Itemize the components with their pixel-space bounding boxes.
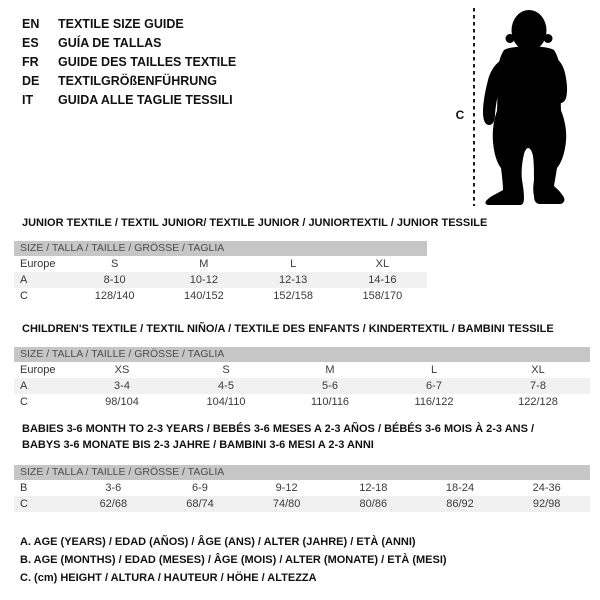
cell-value: 122/128: [518, 396, 558, 408]
cell-value: 80/86: [359, 498, 388, 510]
table-title-line: JUNIOR TEXTILE / TEXTIL JUNIOR/ TEXTILE JUNIOR / JUNIORTEXTIL / JUNIOR TESSILE: [22, 217, 488, 229]
cell-value: 86/92: [446, 498, 474, 510]
cell-value: 110/116: [310, 396, 350, 408]
cell-value: 12-18: [359, 482, 388, 494]
language-row: [22, 34, 236, 53]
table-row: [14, 288, 427, 304]
table-row: [14, 480, 590, 496]
cell-value: 6-9: [192, 482, 208, 494]
row-label: B: [20, 482, 28, 494]
table-rows: [14, 480, 590, 512]
language-list: [22, 15, 236, 110]
language-code: IT: [22, 93, 34, 107]
cell-value: 128/140: [94, 290, 135, 302]
row-label: C: [20, 396, 28, 408]
language-code: DE: [22, 74, 40, 88]
cell-value: 3-4: [114, 380, 130, 392]
cell-value: XL: [531, 364, 545, 376]
cell-value: L: [290, 258, 297, 270]
note-line: B. AGE (MONTHS) / EDAD (MESES) / ÂGE (MOIS) / ALTER (MONATE) / ETÀ (MESI): [20, 554, 447, 566]
language-label: TEXTILGRÖßENFÜHRUNG: [58, 74, 218, 88]
cell-value: 74/80: [272, 498, 301, 510]
language-label: GUIDE DES TAILLES TEXTILE: [58, 55, 237, 69]
language-code: FR: [22, 55, 39, 69]
cell-value: 116/122: [414, 396, 454, 408]
table-rows: [14, 256, 427, 304]
cell-value: 8-10: [103, 274, 126, 286]
cell-value: 18-24: [445, 482, 475, 494]
cell-value: 14-16: [368, 274, 397, 286]
cell-value: 12-13: [279, 274, 308, 286]
language-row: [22, 15, 236, 34]
cell-value: XS: [114, 364, 130, 376]
size-header-bar: SIZE / TALLA / TAILLE / GRÖSSE / TAGLIA: [14, 347, 590, 362]
size-header-bar: SIZE / TALLA / TAILLE / GRÖSSE / TAGLIA: [14, 465, 590, 480]
table-row: [14, 496, 590, 512]
table-row: [14, 362, 590, 378]
table-rows: [14, 362, 590, 410]
cell-value: 92/98: [532, 498, 561, 510]
cell-value: 10-12: [189, 274, 218, 286]
language-row: [22, 53, 236, 72]
cell-value: 7-8: [530, 380, 546, 392]
cell-value: L: [430, 364, 438, 376]
row-label: A: [20, 274, 28, 286]
baby-silhouette: [483, 10, 567, 205]
cell-value: S: [110, 258, 119, 270]
language-label: GUÍA DE TALLAS: [58, 36, 162, 50]
cell-value: 24-36: [532, 482, 561, 494]
row-label: Europe: [20, 364, 56, 376]
language-code: EN: [22, 17, 40, 31]
table-title: [22, 421, 534, 453]
cell-value: 158/170: [362, 290, 403, 302]
language-label: GUIDA ALLE TAGLIE TESSILI: [58, 93, 233, 107]
table-title: [22, 321, 554, 337]
cell-value: 5-6: [322, 380, 338, 392]
cell-value: 62/68: [99, 498, 128, 510]
language-label: TEXTILE SIZE GUIDE: [58, 17, 184, 31]
table-title: [22, 215, 487, 231]
cell-value: 152/158: [273, 290, 313, 302]
table-row: [14, 256, 427, 272]
table-row: [14, 378, 590, 394]
height-measure-label: C: [455, 108, 465, 122]
row-label: A: [20, 380, 28, 392]
note-line: A. AGE (YEARS) / EDAD (AÑOS) / ÂGE (ANS) / ALTER (JAHRE) / ETÀ (ANNI): [20, 536, 416, 548]
cell-value: 104/110: [206, 396, 246, 408]
language-row: [22, 91, 236, 110]
table-row: [14, 394, 590, 410]
table-title-line: BABYS 3-6 MONATE BIS 2-3 JAHRE / BAMBINI 3-6 MESI A 2-3 ANNI: [22, 439, 374, 451]
cell-value: 98/104: [105, 396, 139, 408]
language-code: ES: [22, 36, 39, 50]
row-label: C: [20, 290, 28, 302]
cell-value: 140/152: [183, 290, 224, 302]
cell-value: 68/74: [186, 498, 214, 510]
cell-value: 6-7: [426, 380, 442, 392]
language-row: [22, 72, 236, 91]
cell-value: M: [199, 258, 209, 270]
row-label: Europe: [20, 258, 56, 270]
row-label: C: [20, 498, 28, 510]
cell-value: 4-5: [218, 380, 234, 392]
cell-value: 3-6: [105, 482, 122, 494]
cell-value: XL: [375, 258, 390, 270]
table-title-line: CHILDREN'S TEXTILE / TEXTIL NIÑO/A / TEXTILE DES ENFANTS / KINDERTEXTIL / BAMBINI TESSILE: [22, 323, 554, 335]
cell-value: 9-12: [275, 482, 298, 494]
notes-list: [20, 533, 447, 587]
table-title-line: BABIES 3-6 MONTH TO 2-3 YEARS / BEBÉS 3-6 MESES A 2-3 AÑOS / BÉBÉS 3-6 MOIS À 2-3 ANS /: [22, 423, 535, 435]
table-row: [14, 272, 427, 288]
size-header-bar: SIZE / TALLA / TAILLE / GRÖSSE / TAGLIA: [14, 241, 427, 256]
cell-value: M: [325, 364, 335, 376]
note-line: C. (cm) HEIGHT / ALTURA / HAUTEUR / HÖHE / ALTEZZA: [20, 572, 317, 584]
cell-value: S: [222, 364, 230, 376]
